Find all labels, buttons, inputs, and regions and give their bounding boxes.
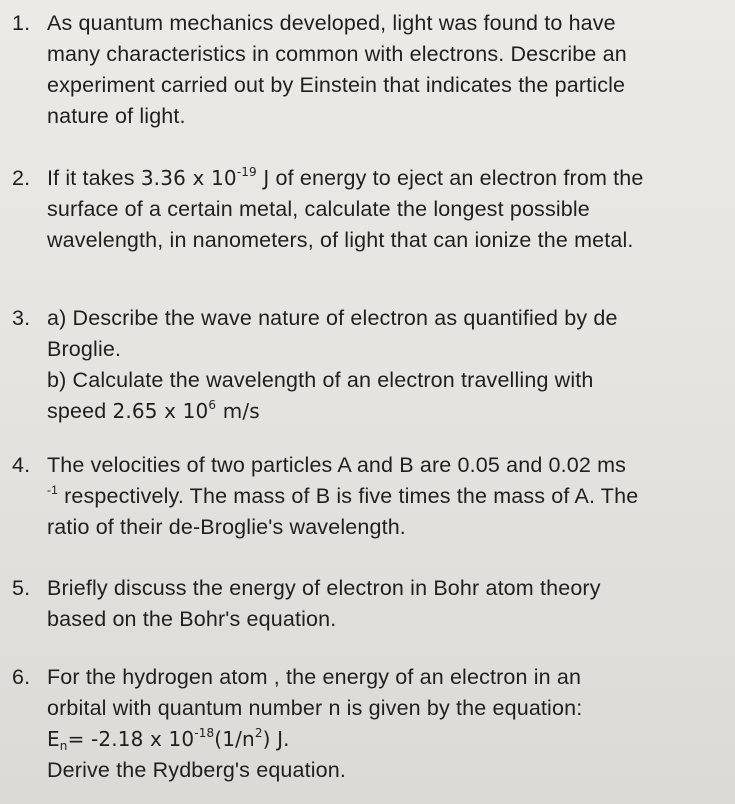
eq-middle: = -2.18 x 10	[67, 727, 195, 751]
question-text-line: nature of light.	[47, 104, 186, 128]
text-fragment: of energy to eject an electron from the	[275, 166, 644, 190]
unit-exponent: -1	[47, 483, 58, 497]
question-1	[0, 8, 735, 132]
question-text-line: The velocities of two particles A and B are 0.05 and 0.02 ms	[47, 453, 627, 477]
question-number: 3.	[12, 306, 31, 330]
question-number: 2.	[12, 166, 31, 190]
mantissa: 2.65	[112, 399, 158, 423]
unit: J	[263, 166, 270, 190]
eq-paren: (1/n	[214, 727, 255, 751]
question-number: 6.	[12, 665, 31, 689]
times-sign: x	[192, 166, 205, 190]
question-text-line: wavelength, in nanometers, of light that can ionize the metal.	[47, 228, 634, 252]
base: 10	[210, 166, 237, 190]
energy-equation	[0, 724, 735, 755]
question-2	[0, 163, 735, 256]
question-text-line: For the hydrogen atom , the energy of an electron in an	[47, 665, 582, 689]
times-sign: x	[164, 399, 177, 423]
exponent: 6	[208, 398, 217, 412]
question-text-line	[0, 396, 735, 427]
text-fragment: speed	[47, 399, 107, 423]
question-text-line: many characteristics in common with electrons. Describe an	[47, 42, 627, 66]
text-fragment: respectively. The mass of B is five times the mass of A. The	[64, 484, 639, 508]
question-text-line: based on the Bohr's equation.	[47, 607, 337, 631]
question-number: 1.	[12, 11, 31, 35]
speed-value	[112, 399, 259, 423]
exponent: -19	[236, 165, 257, 179]
mantissa: 3.36	[140, 166, 186, 190]
question-text-line: Derive the Rydberg's equation.	[47, 758, 347, 782]
question-text-line	[0, 481, 735, 512]
energy-value	[141, 166, 270, 190]
question-text-line: a) Describe the wave nature of electron as quantified by de	[47, 306, 618, 330]
question-number: 4.	[12, 453, 31, 477]
question-text-line: orbital with quantum number n is given by the equation:	[47, 696, 583, 720]
eq-subscript: n	[59, 739, 68, 753]
question-text-line: Broglie.	[47, 337, 122, 361]
question-3	[0, 303, 735, 427]
text-fragment: If it takes	[47, 166, 135, 190]
question-6	[0, 662, 735, 786]
eq-end: ) J.	[262, 727, 290, 751]
eq-square: 2	[254, 726, 263, 740]
question-text-line	[0, 163, 735, 194]
question-text-line: surface of a certain metal, calculate the longest possible	[47, 197, 590, 221]
eq-exponent: -18	[194, 726, 215, 740]
question-text-line: Briefly discuss the energy of electron in Bohr atom theory	[47, 576, 601, 600]
question-4	[0, 450, 735, 543]
base: 10	[182, 399, 209, 423]
question-text-line: ratio of their de-Broglie's wavelength.	[47, 515, 406, 539]
question-text-line: b) Calculate the wavelength of an electron travelling with	[47, 368, 594, 392]
eq-symbol: E	[47, 727, 60, 751]
question-text-line: As quantum mechanics developed, light was found to have	[47, 11, 616, 35]
question-number: 5.	[12, 576, 31, 600]
unit: m/s	[222, 399, 260, 423]
question-5	[0, 573, 735, 635]
question-text-line: experiment carried out by Einstein that indicates the particle	[47, 73, 626, 97]
